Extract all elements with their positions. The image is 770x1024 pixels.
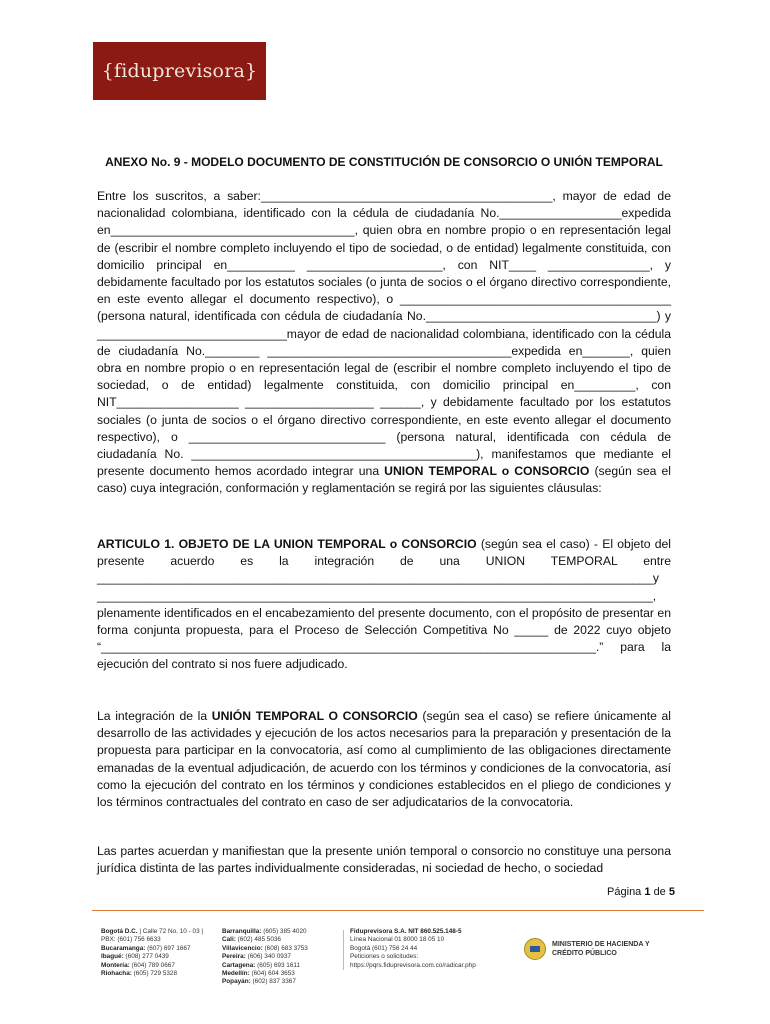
pqrs-link[interactable]: https://pqrs.fiduprevisora.com.co/radicar.php [350,961,476,969]
logo-text: {fiduprevisora} [101,60,258,82]
article-1-paragraph: ARTICULO 1. OBJETO DE LA UNION TEMPORAL o CONSORCIO (según sea el caso) - El objeto del presente acuerdo es la integración de una UNION TEMPORAL entre __________________________________________________________________________________y __________________________________________________________________________________, plenamente identificados en el encabezamiento del presente documento, con el propósito de presentar en forma conjunta propuesta, para el Proceso de Selección Competitiva No _____ de 2022 cuyo objeto “_________________________________________________________________________.” para la ejecución del contrato si nos fuere adjudicado. [97,537,671,672]
body-paragraph-3: La integración de la UNIÓN TEMPORAL O CONSORCIO (según sea el caso) se refiere únicamente al desarrollo de las actividades y ejecución de los actos necesarios para la preparación y presentación de la propuesta para participar en la convocatoria, así como al cumplimiento de las obligaciones directamente emanadas de la eventual adjudicación, de acuerdo con los términos y condiciones de la convocatoria, así como la ejecución del contrato en los términos y condiciones establecidos en el pliego de condiciones y los términos contractuales del contrato en caso de ser adjudicatarios de la convocatoria. [97,709,672,810]
coat-of-arms-icon [524,938,546,960]
body-paragraph-4: Las partes acuerdan y manifiestan que la presente unión temporal o consorcio no constituye una persona jurídica distinta de las partes individualmente consideradas, ni sociedad de hecho, o sociedad [97,844,671,876]
footer-divider [92,910,704,911]
body-paragraph-1: Entre los suscritos, a saber:___________________________________________, mayor de edad de nacionalidad colombiana, identificado con la cédula de ciudadanía No.__________________expedida en____________________________________, quien obra en nombre propio o en representación legal de (escribir el nombre completo incluyendo el tipo de sociedad, o de entidad) legalmente constituida, con domicilio principal en__________ ____________________, con NIT____ _______________, y debidamente facultado por los estatutos sociales (o junta de socios o el órgano directivo correspondiente, en este evento allegar el documento respectivo), o ________________________________________ (persona natural, identificada con cédula de ciudadanía No.__________________________________) y ____________________________mayor de edad de nacionalidad colombiana, identificado con la cédula de ciudadanía No.________ ____________________________________expedida en_______, quien obra en nombre propio o en representación legal de (escribir el nombre completo incluyendo el tipo de sociedad, o de entidad) legalmente constituida, con domicilio principal en_________, con NIT__________________ ___________________ ______, y debidamente facultado por los estatutos sociales (o junta de socios o el órgano directivo correspondiente, en este evento allegar el documento respectivo), o _____________________________ (persona natural, identificada con cédula de ciudadanía No. __________________________________________), manifestamos que mediante el presente documento hemos acordado integrar una UNION TEMPORAL o CONSORCIO (según sea el caso) cuya integración, conformación y reglamentación se regirá por las siguientes cláusulas: [97,189,672,496]
footer-offices-col2: Barranquilla: (605) 385 4020 Cali: (602) 485 5036 Villavicencio: (608) 683 3753 Pereira: (606) 340 0937 Cartagena: (605) 693 1611 Medellín: (604) 604 3653 Popayán: (602) 837 3367 [222,928,308,986]
footer-separator [343,930,344,970]
document-title: ANEXO No. 9 - MODELO DOCUMENTO DE CONSTITUCIÓN DE CONSORCIO O UNIÓN TEMPORAL [105,155,663,169]
page-number: Página 1 de 5 [607,886,675,898]
footer-company-info: Fiduprevisora S.A. NIT 860.525.148-5 Línea Nacional 01 8000 18 05 10 Bogotá (601) 756 24 44 Peticiones o solicitudes: https://pqrs.fiduprevisora.com.co/radicar.php [350,928,490,970]
footer-offices-col1: Bogotá D.C. | Calle 72 No. 10 - 03 | PBX: (601) 756 6633 Bucaramanga: (607) 697 1667 Ibagué: (608) 277 0439 Montería: (604) 789 0667 Riohacha: (605) 729 5328 [101,928,204,978]
fiduprevisora-logo [93,42,266,100]
article-1-heading: ARTICULO 1. OBJETO DE LA UNION TEMPORAL o CONSORCIO [97,537,477,551]
ministry-logo: MINISTERIO DE HACIENDA Y CRÉDITO PÚBLICO [524,938,650,960]
